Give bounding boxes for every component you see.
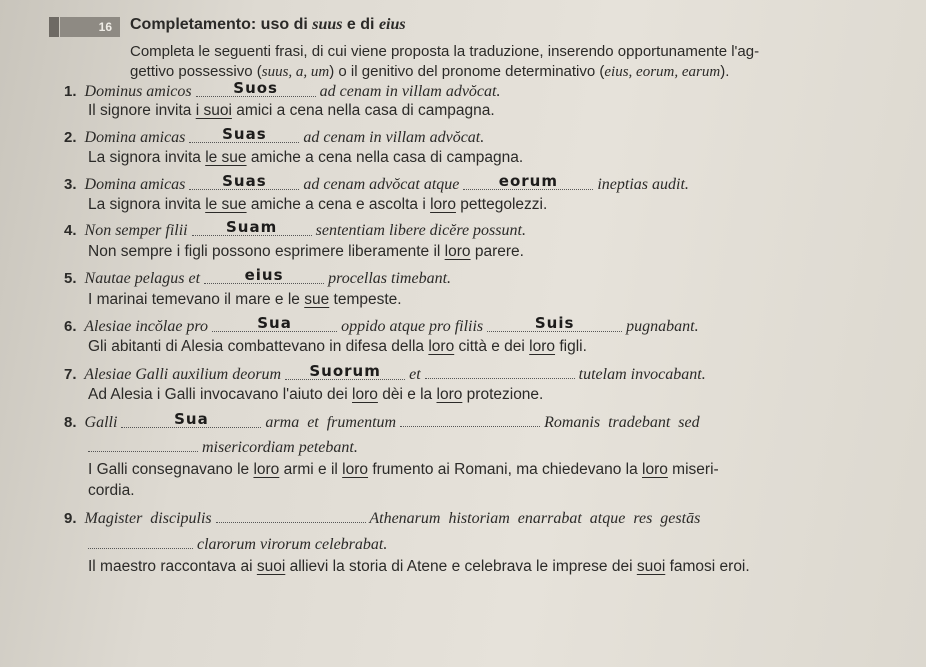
italian-translation: I marinai temevano il mare e le sue tempeste. — [88, 291, 402, 308]
answer-blank[interactable] — [212, 314, 337, 332]
exercise-instructions: Completa le seguenti frasi, di cui viene proposta la traduzione, inserendo opportunamente l'ag- gettivo possessivo (suus, a, um) o il genitivo del pronome determinativo (eius, eorum, earum). — [130, 43, 760, 80]
exercise-number: 16 — [60, 17, 120, 37]
answer-blank[interactable] — [192, 218, 312, 236]
answer-blank[interactable] — [88, 534, 193, 549]
latin-sentence: 7. Alesiae Galli auxilium deorum Suorum et tutelam invocabant. — [64, 362, 706, 383]
italian-translation: La signora invita le sue amiche a cena e ascolta i loro pettegolezzi. — [88, 196, 548, 213]
answer-blank[interactable] — [285, 362, 405, 380]
italian-translation: La signora invita le sue amiche a cena nella casa di campagna. — [88, 149, 524, 166]
italian-translation: I Galli consegnavano le loro armi e il loro frumento ai Romani, ma chiedevano la loro miseri- — [88, 461, 719, 478]
italian-translation: Il signore invita i suoi amici a cena nella casa di campagna. — [88, 102, 495, 119]
answer-blank[interactable] — [121, 410, 261, 428]
answer-blank[interactable] — [425, 364, 575, 379]
answer-blank[interactable] — [487, 314, 622, 332]
handwritten-answer: Suos — [233, 79, 278, 97]
handwritten-answer: eius — [244, 266, 284, 284]
handwritten-answer: Suas — [222, 172, 267, 190]
italian-translation: Non sempre i figli possono esprimere liberamente il loro parere. — [88, 243, 524, 260]
italian-translation-continuation: cordia. — [88, 482, 135, 499]
latin-sentence: 5. Nautae pelagus et eius procellas timebant. — [64, 266, 452, 287]
answer-blank[interactable] — [189, 172, 299, 190]
handwritten-answer: Sua — [257, 314, 292, 332]
latin-sentence-continuation: clarorum virorum celebrabat. — [88, 534, 387, 554]
latin-sentence: 1. Dominus amicos Suos ad cenam in villam advŏcat. — [64, 79, 501, 100]
answer-blank[interactable] — [189, 125, 299, 143]
latin-sentence: 9. Magister discipulis Athenarum historiam enarrabat atque res gestās — [64, 510, 701, 527]
latin-sentence: 3. Domina amicas Suas ad cenam advŏcat atque eorum ineptias audit. — [64, 172, 689, 193]
answer-blank[interactable] — [88, 437, 198, 452]
italian-translation: Il maestro raccontava ai suoi allievi la storia di Atene e celebrava le imprese dei suoi famosi eroi. — [88, 558, 750, 575]
handwritten-answer: Sua — [174, 410, 209, 428]
latin-sentence: 4. Non semper filii Suam sententiam libere dicĕre possunt. — [64, 218, 526, 239]
latin-sentence: 6. Alesiae incŏlae pro Sua oppido atque pro filiis Suis pugnabant. — [64, 314, 699, 335]
answer-blank[interactable] — [463, 172, 593, 190]
italian-translation: Ad Alesia i Galli invocavano l'aiuto dei loro dèi e la loro protezione. — [88, 386, 544, 403]
italian-translation: Gli abitanti di Alesia combattevano in difesa della loro città e dei loro figli. — [88, 338, 587, 355]
handwritten-answer: Suam — [226, 218, 278, 236]
latin-sentence-continuation: misericordiam petebant. — [88, 437, 358, 457]
exercise-title: Completamento: uso di suus e di eius — [130, 16, 406, 33]
latin-sentence: 8. Galli Sua arma et frumentum Romanis tradebant sed — [64, 410, 700, 431]
exercise-marker — [49, 17, 59, 37]
answer-blank[interactable] — [400, 412, 540, 427]
answer-blank[interactable] — [204, 266, 324, 284]
handwritten-answer: Suis — [534, 314, 575, 332]
answer-blank[interactable] — [196, 79, 316, 97]
latin-sentence: 2. Domina amicas Suas ad cenam in villam advŏcat. — [64, 125, 485, 146]
handwritten-answer: eorum — [498, 172, 558, 190]
handwritten-answer: Suas — [222, 125, 267, 143]
handwritten-answer: Suorum — [309, 362, 381, 380]
answer-blank[interactable] — [216, 508, 366, 523]
